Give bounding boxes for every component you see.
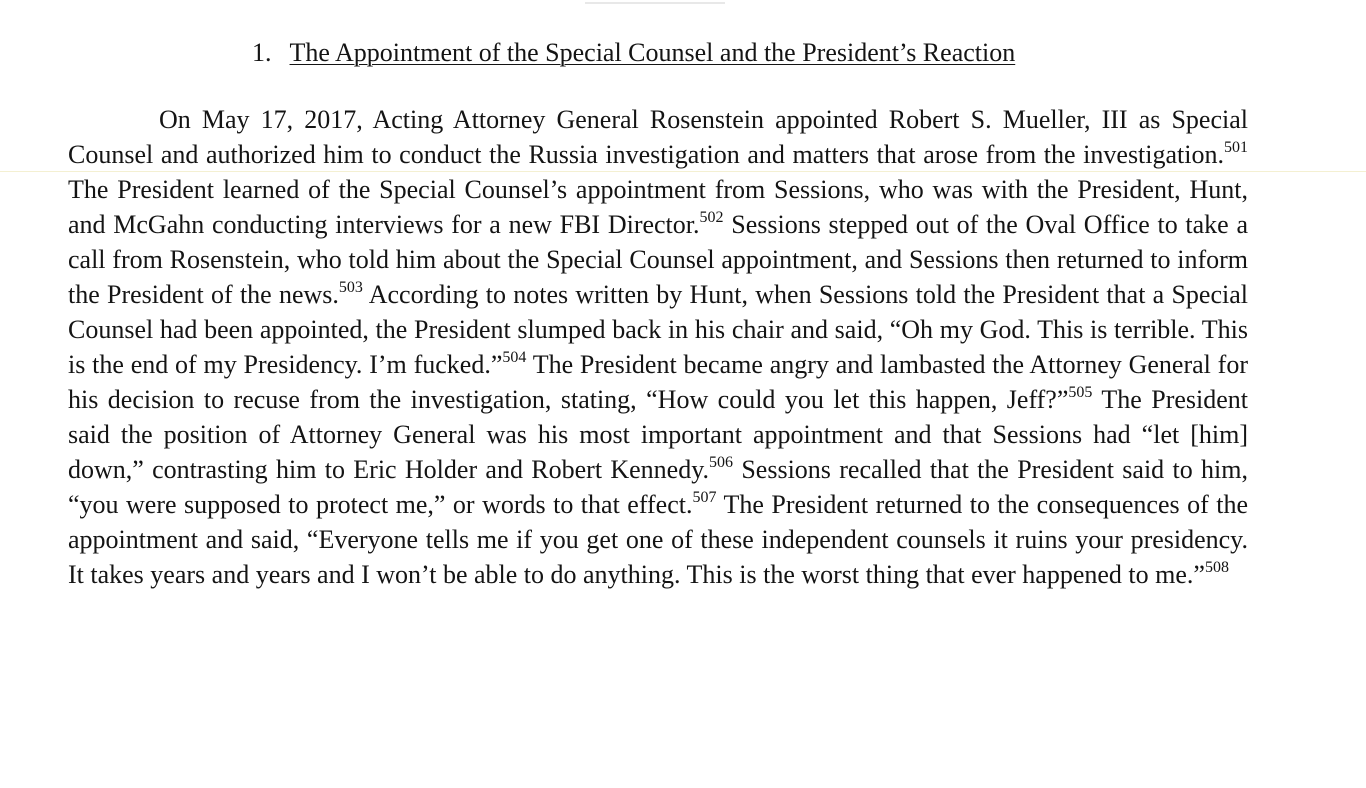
sentence: The President returned to the consequences of the appointment and said, “Everyone tells me if you get one of these independent counsels it ruins your presidency. It takes years and years and I won’t be able to do anything. This is the worst thing that ever happened to me.” — [68, 490, 1248, 589]
footnote-ref[interactable]: 502 — [699, 209, 724, 227]
section-number: 1. — [252, 38, 272, 67]
footnote-ref[interactable]: 508 — [1204, 559, 1229, 577]
sentence: On May 17, 2017, Acting Attorney General Rosenstein appointed Robert S. Mueller, III as Special Counsel and authorized him to conduct the Russia investigation and matters that arose from the investigation. — [68, 105, 1248, 169]
sentence: Sessions stepped out of the Oval Office to take a call from Rosenstein, who told him about the Special Counsel appointment, and Sessions then returned to inform the President of the news. — [68, 210, 1248, 309]
section-heading — [252, 36, 1015, 70]
footnote-ref[interactable]: 506 — [709, 454, 734, 472]
sentence: The President became angry and lambasted the Attorney General for his decision to recuse from the investigation, stating, “How could you let this happen, Jeff?” — [68, 350, 1249, 414]
footnote-ref[interactable]: 507 — [692, 489, 717, 507]
footnote-ref[interactable]: 505 — [1068, 384, 1093, 402]
section-title: The Appointment of the Special Counsel and the President’s Reaction — [289, 38, 1016, 67]
sentence: The President said the position of Attorney General was his most important appointment and that Sessions had “let [him] down,” contrasting him to Eric Holder and Robert Kennedy. — [68, 385, 1248, 484]
sentence: Sessions recalled that the President said to him, “you were supposed to protect me,” or words to that effect. — [68, 455, 1248, 519]
sentence: According to notes written by Hunt, when Sessions told the President that a Special Counsel had been appointed, the President slumped back in his chair and said, “Oh my God. This is terrible. This is the end of my Presidency. I’m fucked.” — [68, 280, 1248, 379]
footnote-ref[interactable]: 501 — [1224, 139, 1248, 157]
footnote-ref[interactable]: 504 — [502, 349, 527, 367]
page-top-fragment — [585, 0, 725, 4]
sentence: The President learned of the Special Counsel’s appointment from Sessions, who was with the President, Hunt, and McGahn conducting interviews for a new FBI Director. — [68, 175, 1248, 239]
footnote-ref[interactable]: 503 — [338, 279, 363, 297]
body-paragraph — [68, 102, 1248, 592]
